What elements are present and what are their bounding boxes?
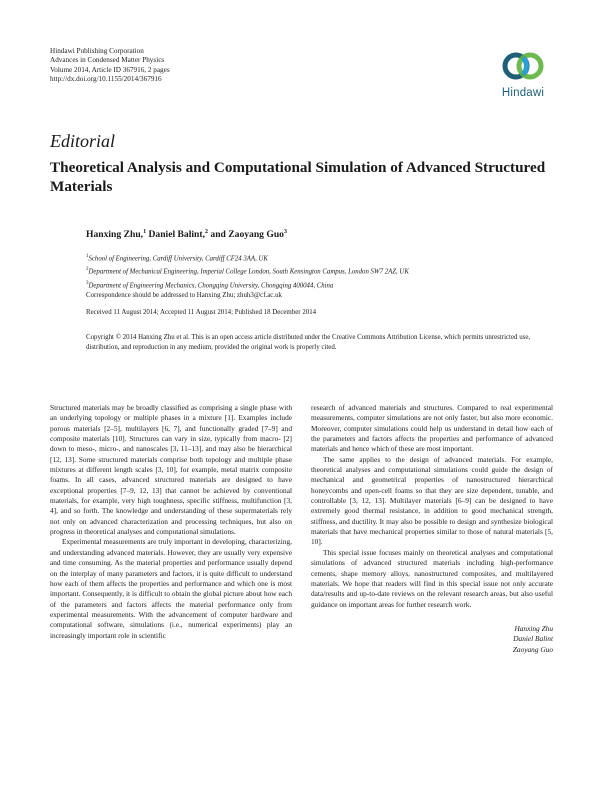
article-title: Theoretical Analysis and Computational Simulation of Advanced Structured Materials xyxy=(50,159,546,195)
section-label: Editorial xyxy=(50,131,116,151)
affiliation: $^3$Department of Engineering Mechanics, Chongqing University, Chongqing 400044, China xyxy=(86,280,334,290)
editor-signatures xyxy=(311,624,553,655)
body-column-right xyxy=(311,403,553,655)
signature-name: Daniel Balint xyxy=(513,634,553,644)
affiliation: $^1$School of Engineering, Cardiff University, Cardiff CF24 3AA, UK xyxy=(86,254,268,263)
body-column-left xyxy=(50,403,292,641)
signature-name: Hanxing Zhu xyxy=(514,623,553,633)
body-paragraph: Experimental measurements are truly important in developing, characterizing, and understanding advanced materials. However, they are usually very expensive and time consuming. As the material properties and performance usually depend on the interplay of many parameters and factors, it is quite difficult to understand how each of them affects the properties and performance and which one is most important. Consequently, it is difficult to obtain the global picture about how each of the parameters and factors affects the material performance only from experimental measurements. With the advancement of computer hardware and computational software, simulations (i.e., numerical experiments) play an increasingly important role in scientific xyxy=(50,537,292,640)
author-affil-sup: 2 xyxy=(204,229,208,235)
author-list xyxy=(86,229,287,240)
body-paragraph: The same applies to the design of advanced materials. For example, theoretical analyses and computational simulations could guide the design of mechanical and geometrical properties of nanostructured hierarchical honeycombs and open-cell foams so that they are size dependent, tunable, and controllable [3, 12, 13]. Multilayer materials [6–9] can be designed to have extremely good thermal resistance, in addition to good mechanical strength, stiffness, and ductility. It may also be possible to design and synthesize biological materials that have mechanical properties similar to those of natural materials [5, 10]. xyxy=(311,454,553,547)
copyright-notice: Copyright © 2014 Hanxing Zhu et al. This is an open access article distributed under the Creative Commons Attribution License, which permits unrestricted use, distribution, and reproduction in any medium, provided the original work is properly cited. xyxy=(86,334,531,351)
publication-dates: Received 11 August 2014; Accepted 11 August 2014; Published 18 December 2014 xyxy=(86,309,317,316)
affiliation: $^2$Department of Mechanical Engineering, Imperial College London, South Kensington Campus, London SW7 2AZ, UK xyxy=(86,267,409,276)
doi-link[interactable]: http://dx.doi.org/10.1155/2014/367916 xyxy=(50,75,162,84)
volume-info: Volume 2014, Article ID 367916, 2 pages xyxy=(50,65,170,74)
logo-text: Hindawi xyxy=(501,87,545,99)
affiliations xyxy=(86,251,556,291)
journal-name: Advances in Condensed Matter Physics xyxy=(50,56,165,65)
author-affil-sup: 1 xyxy=(143,229,147,235)
body-paragraph: research of advanced materials and structures. Compared to real experimental measurements, computer simulations are not only faster, but also more economic. Moreover, computer simulations could help us understand in detail how each of the parameters and factors affects the properties and performance of advanced materials and hence which of these are most important. xyxy=(311,403,553,454)
publisher-name: Hindawi Publishing Corporation xyxy=(50,47,144,55)
author-name: Hanxing Zhu, xyxy=(86,229,144,241)
hindawi-logo xyxy=(493,46,553,108)
author-affil-sup: 3 xyxy=(283,229,287,235)
journal-header xyxy=(50,47,170,85)
body-paragraph: Structured materials may be broadly classified as comprising a single phase with an underlying topology or multiple phases in a mixture [1]. Examples include porous materials [2–5], multilayers [6, 7], and functionally graded [7–9] and composite materials [10]. Structures can vary in size, typically from macro- [2] down to meso-, micro-, and nanoscales [3, 11–13], and may also be hierarchical [12, 13]. Some structured materials comprise both topology and multiple phase mixtures at different length scales [3, 10], for example, metal matrix composite foams. In all cases, advanced structured materials are designed to have exceptional properties [7–9, 12, 13] that cannot be achieved by conventional materials, for example, very high toughness, specific stiffness, multifunction [3, 4], and so forth. The knowledge and understanding of these supermaterials rely not only on advanced characterization and processing techniques, but also on progress in theoretical analyses and computational simulations. xyxy=(50,403,292,537)
correspondence: Correspondence should be addressed to Hanxing Zhu; zhuh3@cf.ac.uk xyxy=(86,292,282,299)
signature-name: Zaoyang Guo xyxy=(512,644,553,654)
author-name: Daniel Balint, xyxy=(148,229,205,241)
author-name: and Zaoyang Guo xyxy=(210,229,284,241)
body-paragraph: This special issue focuses mainly on theoretical analyses and computational simulations of advanced structured materials including high-performance cements, shape memory alloys, nanostructured composites, and multilayered materials. We hope that readers will find in this special issue not only accurate data/results and up-to-date reviews on the relevant research areas, but also useful guidance on important areas for further research work. xyxy=(311,547,553,609)
hindawi-rings-icon xyxy=(501,46,545,86)
